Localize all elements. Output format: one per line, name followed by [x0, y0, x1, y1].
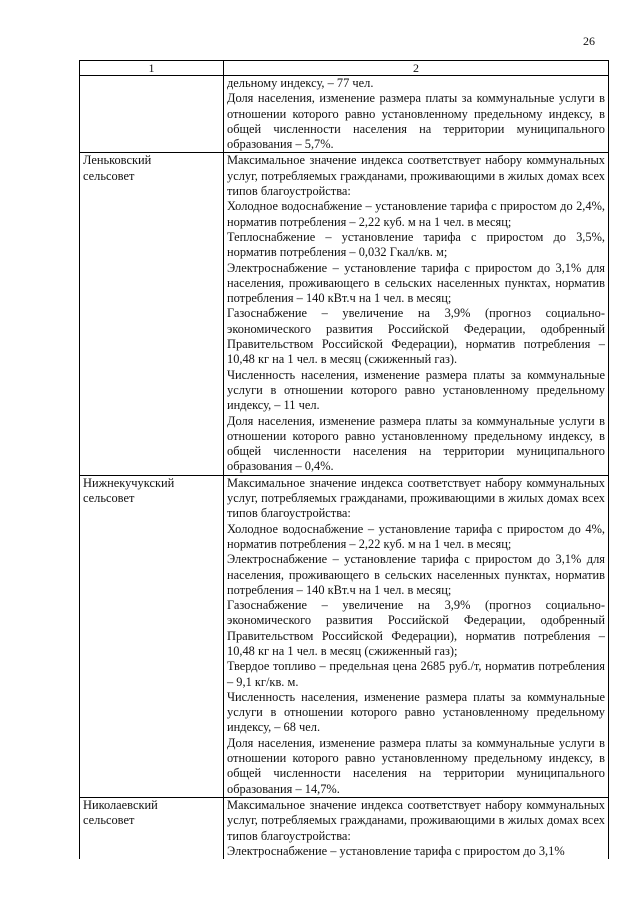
table-row	[80, 76, 609, 153]
table-header-row	[80, 61, 609, 76]
column-header-1: 1	[80, 61, 224, 76]
description-paragraph: Численность населения, изменение размера платы за коммунальные услуги в отношении которого равно установленному предельному индексу, – 11 чел.	[227, 367, 605, 413]
municipal-tariff-table	[79, 60, 609, 859]
description-paragraph: Холодное водоснабжение – установление тарифа с приростом до 4%, норматив потребления – 2,22 куб. м на 1 чел. в месяц;	[227, 521, 605, 551]
description-paragraph: Газоснабжение – увеличение на 3,9% (прогноз социально-экономического развития Российской Федерации, одобренный Правительством Российской Федерации), норматив потребления – 10,48 кг на 1 чел. в месяц (сжиженный газ);	[227, 598, 605, 658]
description-cell	[224, 797, 609, 859]
description-cell	[224, 475, 609, 797]
column-header-2: 2	[224, 61, 609, 76]
municipality-name-cell	[80, 76, 224, 153]
description-paragraph: Холодное водоснабжение – установление тарифа с приростом до 2,4%, норматив потребления – 2,22 куб. м на 1 чел. в месяц;	[227, 199, 605, 229]
municipality-name-line: Леньковский	[83, 153, 152, 168]
description-cell	[224, 76, 609, 153]
description-paragraph: Твердое топливо – предельная цена 2685 руб./т, норматив потребления – 9,1 кг/кв. м.	[227, 659, 605, 689]
municipality-name-cell	[80, 797, 224, 859]
municipality-name-line: Николаевский	[83, 797, 158, 812]
municipality-type-line: сельсовет	[83, 491, 135, 506]
municipality-type-line: сельсовет	[83, 813, 135, 828]
description-paragraph: Максимальное значение индекса соответствует набору коммунальных услуг, потребляемых гражданами, проживающими в жилых домах всех типов благоустройства:	[227, 153, 605, 199]
table-row	[80, 797, 609, 859]
municipality-name-cell	[80, 475, 224, 797]
municipality-name-cell	[80, 153, 224, 475]
table-row	[80, 475, 609, 797]
description-paragraph: Численность населения, изменение размера платы за коммунальные услуги в отношении которого равно установленному предельному индексу, – 68 чел.	[227, 689, 605, 735]
description-paragraph: Электроснабжение – установление тарифа с приростом до 3,1%	[227, 843, 565, 858]
description-paragraph: Максимальное значение индекса соответствует набору коммунальных услуг, потребляемых гражданами, проживающими в жилых домах всех типов благоустройства:	[227, 797, 605, 843]
description-paragraph: Газоснабжение – увеличение на 3,9% (прогноз социально-экономического развития Российской Федерации, одобренный Правительством Российской Федерации), норматив потребления – 10,48 кг на 1 чел. в месяц (сжиженный газ).	[227, 306, 605, 367]
municipality-name-line: Нижнекучукский	[83, 475, 175, 490]
description-paragraph: Максимальное значение индекса соответствует набору коммунальных услуг, потребляемых гражданами, проживающими в жилых домах всех типов благоустройства:	[227, 475, 605, 521]
page-number: 26	[583, 34, 595, 48]
municipality-type-line: сельсовет	[83, 168, 135, 183]
table-row	[80, 153, 609, 475]
description-cell	[224, 153, 609, 475]
description-paragraph: дельному индексу, – 77 чел.	[227, 76, 374, 90]
description-paragraph: Доля населения, изменение размера платы за коммунальные услуги в отношении которого равно установленному предельному индексу, в общей численности населения на территории муниципального образования – 0,4%.	[227, 413, 605, 474]
description-paragraph: Электроснабжение – установление тарифа с приростом до 3,1% для населения, проживающего в сельских населенных пунктах, норматив потребления – 140 кВт.ч на 1 чел. в месяц;	[227, 260, 605, 306]
description-paragraph: Теплоснабжение – установление тарифа с приростом до 3,5%, норматив потребления – 0,032 Гкал/кв. м;	[227, 229, 605, 260]
description-paragraph: Доля населения, изменение размера платы за коммунальные услуги в отношении которого равно установленному предельному индексу, в общей численности населения на территории муниципального образования – 5,7%.	[227, 91, 605, 152]
description-paragraph: Электроснабжение – установление тарифа с приростом до 3,1% для населения, проживающего в сельских населенных пунктах, норматив потребления – 140 кВт.ч на 1 чел. в месяц;	[227, 552, 605, 597]
description-paragraph: Доля населения, изменение размера платы за коммунальные услуги в отношении которого равно установленному предельному индексу, в общей численности населения на территории муниципального образования – 14,7%.	[227, 735, 605, 796]
